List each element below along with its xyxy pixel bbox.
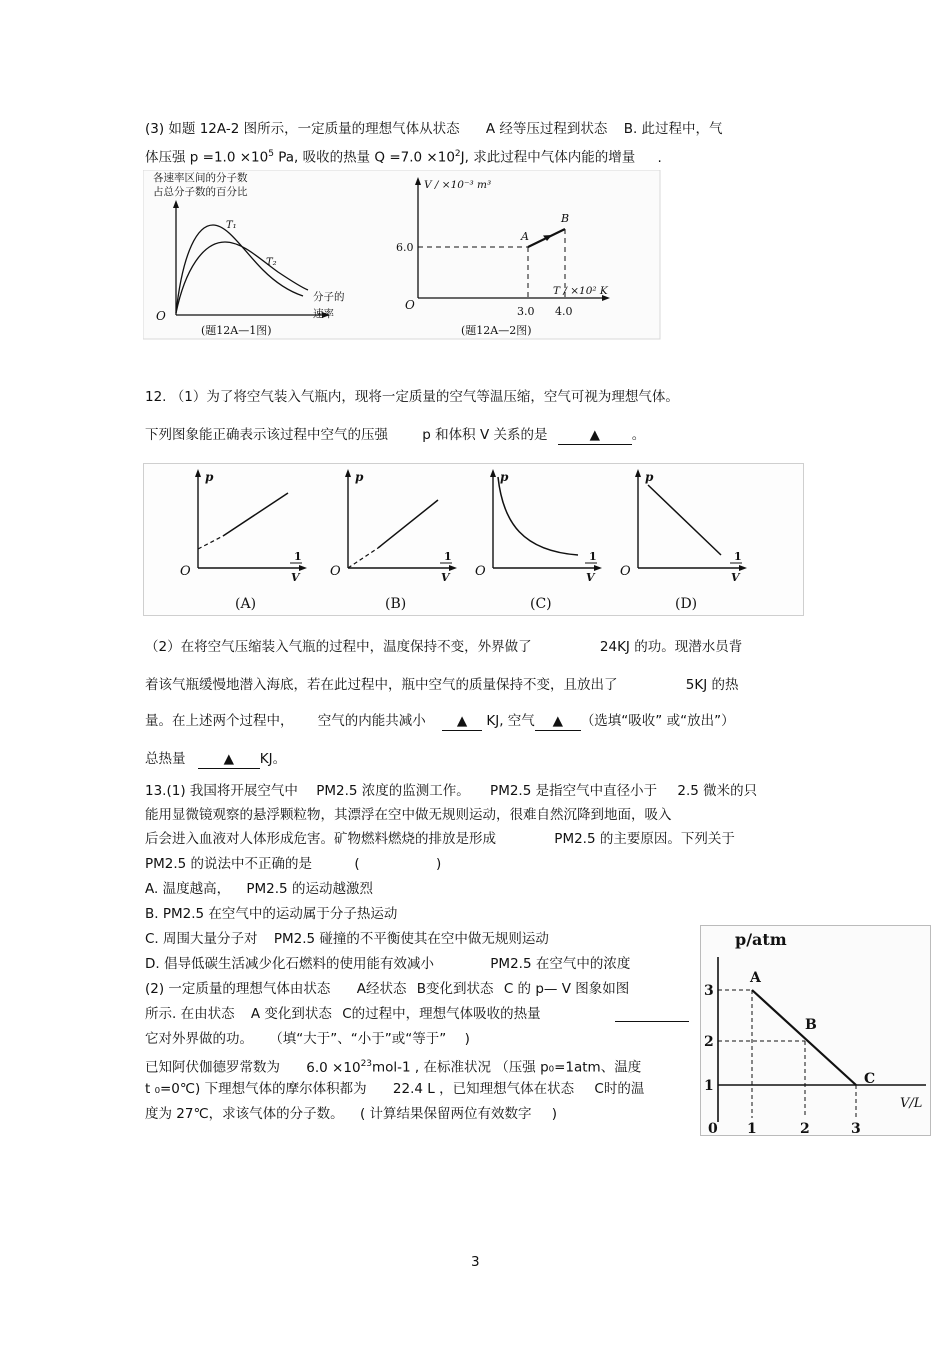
text: p 和体积 V 关系的是 — [422, 427, 548, 443]
origin-label: O — [475, 564, 486, 579]
pv-x-tick: 0 — [708, 1121, 718, 1137]
text: A. 温度越高， — [145, 881, 231, 897]
option-d[interactable] — [145, 955, 630, 973]
pv-point-b: B — [805, 1017, 817, 1033]
text: PM2.5 是指空气中直径小于 — [490, 783, 658, 799]
x-axis-label-num: 1 — [734, 550, 742, 563]
text: 已知阿伏伽德罗常数为 — [145, 1059, 280, 1076]
fig1-curve-label: T₂ — [266, 257, 277, 268]
text: Pa, 吸收的热量 Q =7.0 ×10 — [273, 149, 455, 166]
q13-2-line1 — [145, 980, 629, 998]
q13-line2: 能用显微镜观察的悬浮颗粒物，其漂浮在空中做无规则运动，很难自然沉降到地面，吸入 — [145, 807, 672, 823]
text: （填“大于”、“小于”或“等于” — [269, 1031, 447, 1047]
x-axis-label-den: V — [291, 571, 300, 584]
text: 22.4 L ，已知理想气体在状态 — [392, 1081, 575, 1097]
q12a-line2 — [145, 145, 662, 167]
option-c[interactable] — [145, 930, 549, 948]
pv-xlabel: V/L — [900, 1096, 923, 1111]
option-label: (B) — [385, 596, 407, 612]
text: 度为 27℃，求该气体的分子数。 — [145, 1106, 344, 1122]
text: PM2.5 碰撞的不平衡使其在空中做无规则运动 — [273, 931, 549, 947]
x-axis-label-den: V — [731, 571, 740, 584]
q13-2-line3 — [145, 1030, 470, 1048]
fig2-caption: (题12A—2图) — [461, 324, 532, 337]
marker: ▲ — [552, 713, 563, 729]
origin-label: O — [330, 564, 341, 579]
text: KJ, 空气 — [486, 713, 535, 729]
x-axis-label-num: 1 — [444, 550, 452, 563]
q12-2-line4 — [145, 750, 286, 769]
page-number: 3 — [471, 1254, 480, 1270]
pv-y-tick: 3 — [704, 983, 714, 999]
text: PM2.5 浓度的监测工作。 — [316, 783, 470, 799]
text: KJ。 — [259, 751, 287, 767]
q13-line3 — [145, 830, 735, 848]
text: 量。在上述两个过程中， — [145, 713, 294, 729]
pv-x-tick: 3 — [851, 1121, 861, 1137]
text: B变化到状态 — [416, 981, 494, 997]
q12-line2 — [145, 426, 645, 445]
fig1-xlabel: 速率 — [313, 308, 334, 320]
marker: ▲ — [456, 713, 468, 729]
fig2-xlabel: T / ×10² K — [553, 285, 608, 297]
q13-line4 — [145, 855, 441, 873]
fig2-y-tick: 6.0 — [396, 241, 414, 254]
pv-x-tick: 2 — [800, 1121, 810, 1137]
text: ) — [551, 1106, 558, 1122]
text: (2) 一定质量的理想气体由状态 — [145, 981, 331, 997]
x-axis-label-den: V — [441, 571, 450, 584]
answer-bracket[interactable]: ( — [354, 856, 360, 872]
q12a-line1 — [145, 120, 723, 138]
p-axis-label: p — [645, 470, 654, 484]
text: 所示. 在由状态 — [145, 1006, 235, 1022]
marker: ▲ — [589, 427, 600, 443]
text: 。 — [631, 427, 646, 443]
text: （2）在将空气压缩装入气瓶的过程中，温度保持不变，外界做了 — [145, 639, 532, 655]
p-axis-label: p — [205, 470, 214, 484]
fig2-x-tick: 4.0 — [555, 305, 573, 318]
fig1-curve-label: T₁ — [226, 220, 237, 231]
text: 空气的内能共减小 — [317, 713, 426, 729]
pv-point-c: C — [864, 1071, 876, 1087]
q13-2-line6 — [145, 1105, 557, 1123]
q12-line1: 12. （1）为了将空气装入气瓶内，现将一定质量的空气等温压缩，空气可视为理想气体。 — [145, 389, 679, 405]
text: （选填“吸收” 或“放出”） — [580, 713, 735, 729]
fig1-ylabel: 各速率区间的分子数 — [153, 172, 248, 184]
text: C时的温 — [594, 1081, 645, 1097]
text: p₀=1atm、温度 — [540, 1059, 642, 1076]
text: A经状态 — [356, 981, 407, 997]
text: 着该气瓶缓慢地潜入海底，若在此过程中，瓶中空气的质量保持不变，且放出了 — [145, 677, 618, 693]
x-axis-label-den: V — [586, 571, 595, 584]
text: C 的 p— V 图象如图 — [503, 981, 630, 997]
text: PM2.5 的说法中不正确的是 — [145, 856, 313, 872]
q13-2-line4 — [145, 1055, 641, 1077]
text: mol-1 , 在标准状况 （压强 — [372, 1059, 536, 1076]
answer-blank[interactable] — [198, 750, 260, 769]
pv-x-tick: 1 — [747, 1121, 757, 1137]
origin-label: O — [180, 564, 191, 579]
text: J, 求此过程中气体内能的增量 — [460, 149, 636, 166]
answer-blank[interactable] — [535, 712, 581, 731]
fig1-origin: O — [156, 309, 166, 323]
answer-blank[interactable] — [442, 712, 482, 731]
text: (3) 如题 12A-2 图所示，一定质量的理想气体从状态 — [145, 121, 460, 137]
exponent: 5 — [268, 149, 274, 159]
option-b[interactable]: B. PM2.5 在空气中的运动属于分子热运动 — [145, 906, 398, 922]
q13-2-line2 — [145, 1005, 541, 1023]
fig1-caption: (题12A—1图) — [201, 324, 272, 337]
text: ) — [435, 856, 442, 872]
pv-ylabel: p/atm — [735, 930, 787, 949]
fig2-point-b: B — [561, 212, 570, 225]
q12-2-line3 — [145, 712, 735, 731]
pv-option-graphs — [143, 463, 805, 617]
pv-y-tick: 1 — [704, 1078, 714, 1094]
exponent: 23 — [360, 1059, 373, 1069]
option-a[interactable] — [145, 880, 373, 898]
text: 下列图象能正确表示该过程中空气的压强 — [145, 427, 388, 443]
q13-2-line5 — [145, 1080, 644, 1098]
q12-2-line1 — [145, 638, 742, 656]
answer-blank[interactable] — [558, 426, 632, 445]
fig1-ylabel: 占总分子数的百分比 — [153, 186, 248, 198]
x-axis-label-num: 1 — [589, 550, 597, 563]
origin-label: O — [620, 564, 631, 579]
text: 24KJ 的功。现潜水员背 — [599, 639, 743, 655]
p-axis-label: p — [355, 470, 364, 484]
text: 2.5 微米的只 — [677, 783, 758, 799]
text: t ₀=0℃) 下理想气体的摩尔体积都为 — [145, 1081, 367, 1097]
text: A 变化到状态 — [250, 1006, 332, 1022]
text: PM2.5 的主要原因。下列关于 — [554, 831, 735, 847]
pv-graph — [700, 925, 932, 1137]
text: 体压强 p =1.0 ×10 — [145, 149, 269, 166]
marker: ▲ — [223, 751, 234, 767]
pv-y-tick: 2 — [704, 1034, 714, 1050]
p-axis-label: p — [500, 470, 509, 484]
fig2-x-tick: 3.0 — [517, 305, 535, 318]
text: 13.(1) 我国将开展空气中 — [145, 783, 298, 799]
pv-point-a: A — [750, 970, 761, 986]
text: PM2.5 在空气中的浓度 — [490, 956, 631, 972]
option-label: (D) — [675, 596, 698, 612]
text: ) — [464, 1031, 470, 1047]
q12-2-line2 — [145, 676, 739, 694]
fig1-xlabel: 分子的 — [313, 291, 345, 303]
text: B. 此过程中，气 — [623, 121, 723, 137]
text: 6.0 ×10 — [306, 1059, 361, 1076]
fig2-point-a: A — [521, 230, 529, 243]
q13-line1 — [145, 782, 757, 800]
option-label: (A) — [235, 596, 257, 612]
text: C. 周围大量分子对 — [145, 931, 258, 947]
option-label: (C) — [530, 596, 552, 612]
text: A 经等压过程到状态 — [485, 121, 608, 137]
text: 它对外界做的功。 — [145, 1031, 253, 1047]
fig2-origin: O — [405, 298, 415, 312]
fig2-ylabel: V / ×10⁻³ m³ — [424, 179, 492, 191]
text: D. 倡导低碳生活减少化石燃料的使用能有效减小 — [145, 956, 434, 972]
text: 5KJ 的热 — [685, 677, 739, 693]
text: PM2.5 的运动越激烈 — [246, 881, 373, 897]
answer-blank[interactable] — [615, 1021, 689, 1022]
figure-12a — [143, 170, 661, 340]
x-axis-label-num: 1 — [294, 550, 302, 563]
text: . — [657, 149, 662, 166]
text: 总热量 — [145, 751, 186, 767]
text: ( 计算结果保留两位有效数字 — [359, 1106, 532, 1122]
exponent: 2 — [454, 149, 461, 159]
text: 后会进入血液对人体形成危害。矿物燃料燃烧的排放是形成 — [145, 831, 496, 847]
text: C的过程中，理想气体吸收的热量 — [342, 1006, 541, 1022]
